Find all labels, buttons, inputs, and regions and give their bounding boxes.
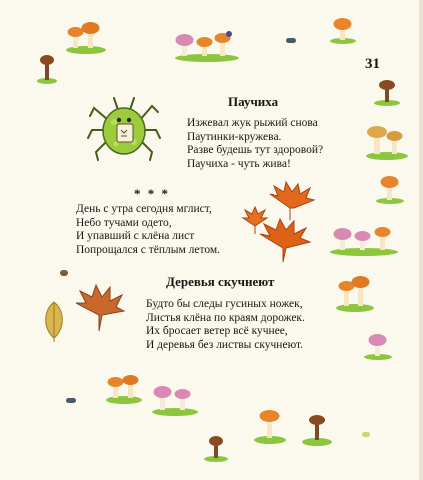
mushroom-icon — [300, 410, 334, 446]
poem-line: Разве будешь тут здоровой? — [187, 144, 324, 156]
mushroom-icon — [364, 120, 410, 160]
poem-line: День с утра сегодня мглист, — [76, 203, 212, 215]
mushroom-icon — [64, 18, 108, 54]
mushroom-icon — [104, 370, 144, 404]
mushroom-icon — [172, 28, 242, 62]
poem-line: Попрощался с тёплым летом. — [76, 243, 221, 256]
mushroom-icon — [374, 170, 406, 204]
poem-line: Небо тучами одето, — [76, 216, 172, 229]
poem-line: Изжевал жук рыжий снова — [187, 117, 318, 129]
poem-line: И деревья без листвы скучнеют. — [146, 338, 304, 351]
poem-line: И упавший с клёна лист — [76, 230, 195, 242]
mushroom-icon — [252, 404, 288, 444]
spider-icon — [86, 94, 162, 164]
bug-icon — [362, 432, 370, 437]
poem-line: Будто бы следы гусиных ножек, — [146, 298, 303, 310]
mushroom-icon — [372, 76, 402, 106]
poem-body-den — [76, 203, 220, 257]
poem-title-pauchikha: Паучиха — [228, 94, 279, 109]
maple-leaf-icon — [72, 283, 126, 333]
mushroom-icon — [328, 222, 400, 256]
poem-line: Паутинки-кружева. — [187, 130, 282, 143]
oak-leaf-icon — [42, 298, 66, 344]
poem-body-derevya — [146, 298, 305, 352]
poem-line: Листья клёна по краям дорожек. — [146, 311, 305, 324]
mushroom-icon — [150, 380, 200, 416]
poem-line: Их бросает ветер всё кучнее, — [146, 325, 288, 337]
mushroom-icon — [328, 14, 358, 44]
maple-leaf-icon — [254, 218, 312, 264]
maple-leaf-icon — [264, 180, 316, 222]
mushroom-icon — [334, 272, 376, 312]
mushroom-icon — [362, 330, 394, 360]
bug-icon — [66, 398, 76, 403]
mushroom-icon — [36, 52, 58, 84]
page-number: 31 — [365, 56, 380, 72]
poem-title-derevya: Деревья скучнеют — [166, 274, 275, 289]
mushroom-icon — [202, 432, 230, 462]
poem-line: Паучиха - чуть жива! — [187, 157, 291, 170]
bug-icon — [286, 38, 296, 43]
snail-icon — [60, 270, 68, 276]
poem-body-pauchikha — [187, 117, 323, 171]
poem-title-stars: * * * — [134, 186, 170, 201]
page-edge — [419, 0, 423, 480]
